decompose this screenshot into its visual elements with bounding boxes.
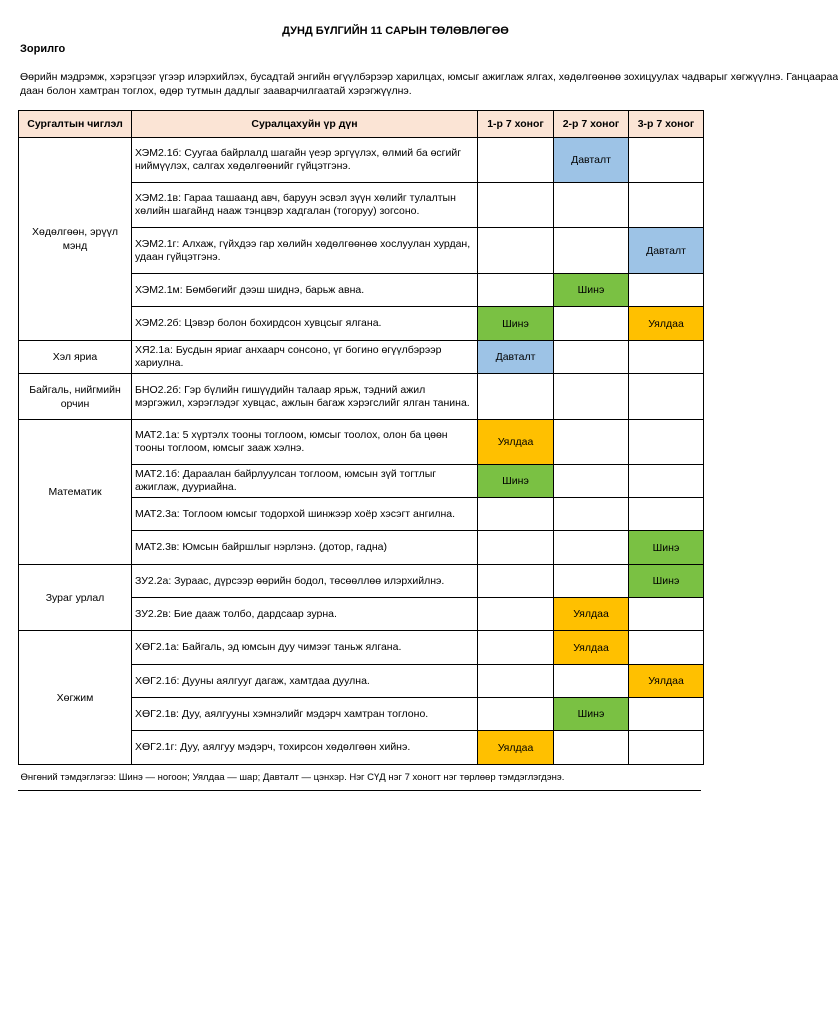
outcome-cell: ХЭМ2.1б: Суугаа байрлалд шагайн үеэр эргүүлэх, өлмий ба өсгийг ниймүүлэх, салгах хөдөлгөөнийг гүйцэтгэнэ. [132, 138, 478, 183]
outcome-cell: ХӨГ2.1в: Дуу, аялгууны хэмнэлийг мэдэрч хамтран тоглоно. [132, 698, 478, 731]
week-1-cell: Шинэ [478, 307, 554, 341]
week-3-cell: Уялдаа [629, 307, 704, 341]
table-header-row [19, 111, 704, 138]
header-week-2: 2-р 7 хоног [554, 111, 629, 138]
week-2-cell [554, 228, 629, 274]
goal-line-2: даан болон хамтран тоглох, өдөр тутмын дадлыг зааварчилгаатай хэрэгжүүлнэ. [20, 85, 412, 97]
week-3-cell [629, 183, 704, 228]
table-row [19, 341, 704, 374]
week-3-cell [629, 374, 704, 420]
week-3-cell: Шинэ [629, 565, 704, 598]
week-2-cell [554, 465, 629, 498]
outcome-cell: БНО2.2б: Гэр бүлийн гишүүдийн талаар ярьж, тэдний ажил мэргэжил, хэрэглэдэг хувцас, ажлын багаж хэрэгслийг ялган танина. [132, 374, 478, 420]
color-legend-note: Өнгөний тэмдэглэгээ: Шинэ — ногоон; Уялдаа — шар; Давталт — цэнхэр. Нэг СҮД нэг 7 хоногт нэг төрлөөр тэмдэглэгдэнэ. [19, 765, 704, 791]
table-row [19, 420, 704, 465]
week-2-cell: Давталт [554, 138, 629, 183]
goal-heading: Зорилго [20, 43, 66, 55]
outcome-cell: ХЭМ2.2б: Цэвэр болон бохирдсон хувцсыг ялгана. [132, 307, 478, 341]
outcome-cell: ХЭМ2.1г: Алхаж, гүйхдээ гар хөлийн хөдөлгөөнөө хослуулан хурдан, удаан гүйцэтгэнэ. [132, 228, 478, 274]
area-cell: Математик [19, 420, 132, 565]
outcome-cell: ХӨГ2.1г: Дуу, аялгуу мэдэрч, тохирсон хөдөлгөөн хийнэ. [132, 731, 478, 765]
legend-row [19, 765, 704, 791]
outcome-cell: МАТ2.1б: Дараалан байрлуулсан тоглоом, юмсын зүй тогтлыг ажиглаж, дууриайна. [132, 465, 478, 498]
outcome-cell: МАТ2.3в: Юмсын байршлыг нэрлэнэ. (дотор, гадна) [132, 531, 478, 565]
week-2-cell [554, 374, 629, 420]
week-1-cell: Давталт [478, 341, 554, 374]
week-2-cell: Уялдаа [554, 631, 629, 665]
week-2-cell [554, 498, 629, 531]
header-week-1: 1-р 7 хоног [478, 111, 554, 138]
week-1-cell [478, 665, 554, 698]
table-row [19, 374, 704, 420]
week-1-cell [478, 183, 554, 228]
week-2-cell: Шинэ [554, 274, 629, 307]
week-1-cell [478, 631, 554, 665]
week-1-cell [478, 565, 554, 598]
outcome-cell: ХӨГ2.1а: Байгаль, эд юмсын дуу чимээг таньж ялгана. [132, 631, 478, 665]
outcome-cell: ЗУ2.2а: Зураас, дүрсээр өөрийн бодол, төсөөллөө илэрхийлнэ. [132, 565, 478, 598]
week-3-cell [629, 498, 704, 531]
outcome-cell: ЗУ2.2в: Бие дааж толбо, дардсаар зурна. [132, 598, 478, 631]
week-1-cell: Шинэ [478, 465, 554, 498]
area-cell: Хөдөлгөөн, эрүүл мэнд [19, 138, 132, 341]
area-cell: Хэл яриа [19, 341, 132, 374]
outcome-cell: ХЭМ2.1в: Гараа ташаанд авч, баруун эсвэл зүүн хөлийг тулалтын хөлийн шагайнд нааж тэнцвэр хадгалан (тогоруу) зогсоно. [132, 183, 478, 228]
table-row [19, 565, 704, 598]
week-3-cell: Давталт [629, 228, 704, 274]
week-2-cell [554, 420, 629, 465]
week-2-cell: Уялдаа [554, 598, 629, 631]
week-1-cell [478, 374, 554, 420]
week-1-cell [478, 498, 554, 531]
week-1-cell [478, 228, 554, 274]
week-2-cell [554, 565, 629, 598]
header-week-3: 3-р 7 хоног [629, 111, 704, 138]
table-row [19, 631, 704, 665]
table-bottom-border [18, 790, 701, 791]
week-3-cell: Уялдаа [629, 665, 704, 698]
outcome-cell: ХӨГ2.1б: Дууны аялгууг дагаж, хамтдаа дуулна. [132, 665, 478, 698]
document-title: ДУНД БҮЛГИЙН 11 САРЫН ТӨЛӨВЛӨГӨӨ [282, 25, 509, 37]
week-2-cell [554, 307, 629, 341]
week-1-cell: Уялдаа [478, 731, 554, 765]
goal-paragraph [20, 70, 838, 98]
week-2-cell [554, 531, 629, 565]
header-area: Сургалтын чиглэл [19, 111, 132, 138]
week-3-cell [629, 731, 704, 765]
week-3-cell [629, 598, 704, 631]
week-1-cell: Уялдаа [478, 420, 554, 465]
week-3-cell [629, 420, 704, 465]
week-1-cell [478, 531, 554, 565]
area-cell: Зураг урлал [19, 565, 132, 631]
week-2-cell: Шинэ [554, 698, 629, 731]
week-1-cell [478, 698, 554, 731]
week-2-cell [554, 665, 629, 698]
header-outcome: Суралцахуйн үр дүн [132, 111, 478, 138]
week-3-cell [629, 631, 704, 665]
outcome-cell: МАТ2.1а: 5 хүртэлх тооны тоглоом, юмсыг тоолох, олон ба цөөн тооны тоглоом, юмсыг зааж хэлнэ. [132, 420, 478, 465]
week-3-cell: Шинэ [629, 531, 704, 565]
plan-table-container [18, 110, 701, 790]
area-cell: Байгаль, нийгмийн орчин [19, 374, 132, 420]
week-2-cell [554, 183, 629, 228]
week-2-cell [554, 731, 629, 765]
week-3-cell [629, 341, 704, 374]
area-cell: Хөгжим [19, 631, 132, 765]
week-3-cell [629, 274, 704, 307]
week-3-cell [629, 465, 704, 498]
week-1-cell [478, 598, 554, 631]
goal-line-1: Өөрийн мэдрэмж, хэрэгцээг үгээр илэрхийлэх, бусадтай энгийн өгүүлбэрээр харилцах, юмсыг ажиглаж ялгах, хөдөлгөөнөө зохицуулах чадварыг хөгжүүлнэ. Ганцаараа [20, 71, 838, 83]
week-1-cell [478, 138, 554, 183]
outcome-cell: ХЯ2.1а: Бусдын яриаг анхаарч сонсоно, үг богино өгүүлбэрээр хариулна. [132, 341, 478, 374]
outcome-cell: МАТ2.3а: Тоглоом юмсыг тодорхой шинжээр хоёр хэсэгт ангилна. [132, 498, 478, 531]
week-3-cell [629, 698, 704, 731]
plan-table [18, 110, 704, 790]
week-1-cell [478, 274, 554, 307]
week-2-cell [554, 341, 629, 374]
table-row [19, 138, 704, 183]
week-3-cell [629, 138, 704, 183]
outcome-cell: ХЭМ2.1м: Бөмбөгийг дээш шиднэ, барьж авна. [132, 274, 478, 307]
